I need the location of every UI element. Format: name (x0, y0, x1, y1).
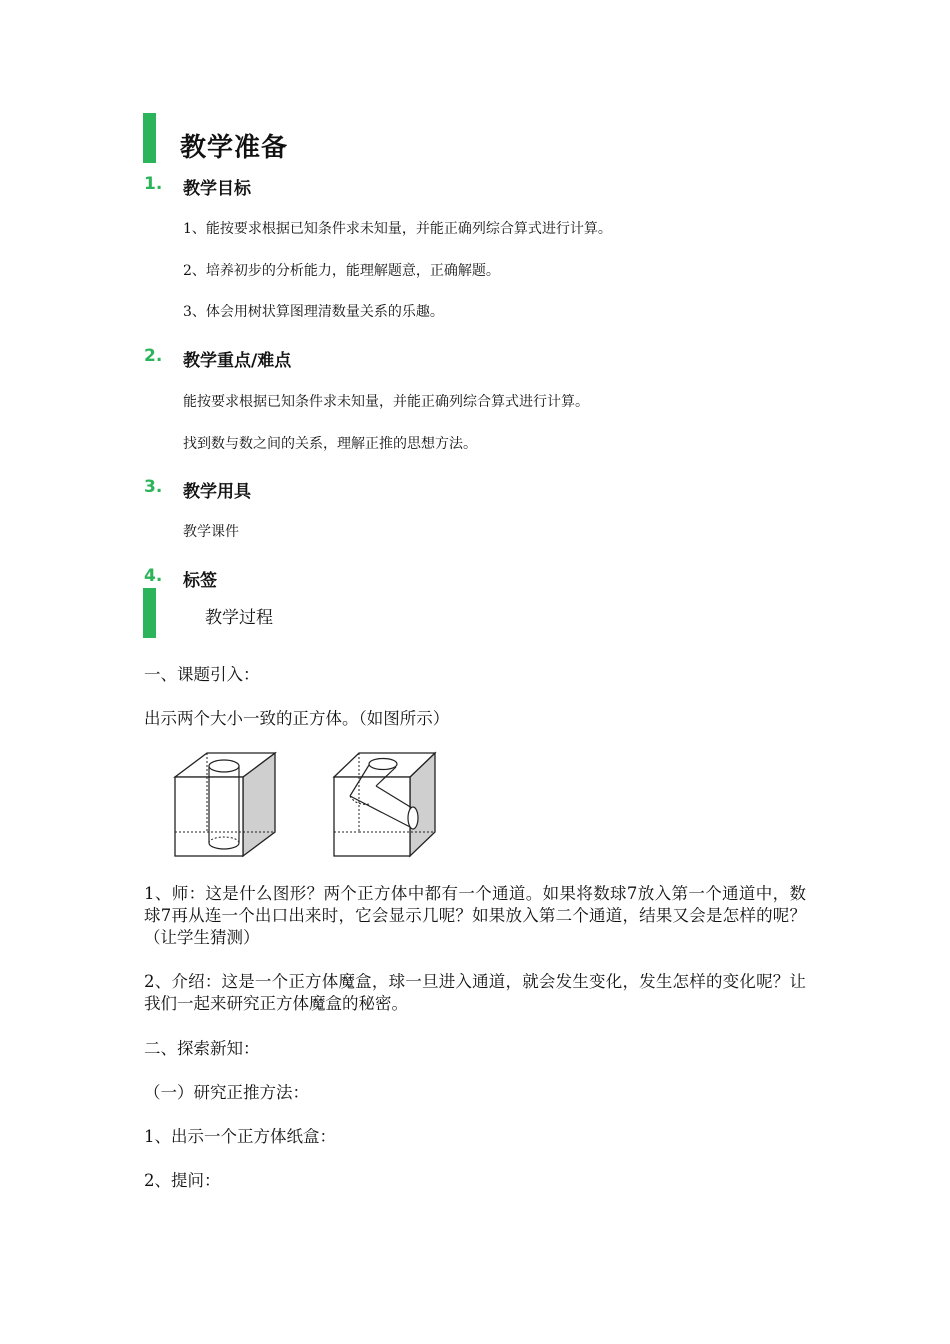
goal-1: 1、能按要求根据已知条件求未知量，并能正确列综合算式进行计算。 (183, 221, 612, 237)
goal-3: 3、体会用树状算图理清数量关系的乐趣。 (183, 304, 444, 320)
item-number-2: 2. (144, 346, 163, 366)
item-title-goals: 教学目标 (183, 179, 251, 199)
item-number-4: 4. (144, 566, 163, 586)
body-teacher-question: 1、师：这是什么图形？两个正方体中都有一个通道。如果将数球7放入第一个通道中，数球7再从连一个出口出来时，它会显示几呢？如果放入第二个通道，结果又会是怎样的呢？（让学生猜测） (144, 884, 806, 947)
body-ask: 2、提问： (144, 1171, 221, 1190)
item-number-3: 3. (144, 477, 163, 497)
cube-bent-channel-figure (326, 748, 441, 860)
key-point-1: 能按要求根据已知条件求未知量，并能正确列综合算式进行计算。 (183, 394, 589, 410)
body-show-box: 1、出示一个正方体纸盒： (144, 1127, 336, 1146)
process-accent-bar (143, 588, 156, 638)
item-title-key-points: 教学重点/难点 (183, 351, 292, 371)
process-title: 教学过程 (205, 608, 273, 628)
tools-text: 教学课件 (183, 524, 239, 540)
section-title: 教学准备 (180, 133, 289, 163)
body-introduction: 2、介绍：这是一个正方体魔盒，球一旦进入通道，就会发生变化，发生怎样的变化呢？让我们一起来研究正方体魔盒的秘密。 (144, 972, 806, 1013)
item-title-tools: 教学用具 (183, 482, 251, 502)
body-forward-method: （一）研究正推方法： (144, 1083, 309, 1102)
section-accent-bar (143, 113, 156, 163)
body-explore-heading: 二、探索新知： (144, 1039, 260, 1058)
item-title-tags: 标签 (183, 571, 217, 591)
goal-2: 2、培养初步的分析能力，能理解题意，正确解题。 (183, 263, 500, 279)
body-intro-heading: 一、课题引入： (144, 665, 260, 684)
cube-vertical-channel-figure (168, 748, 283, 860)
body-show-cubes: 出示两个大小一致的正方体。（如图所示） (144, 709, 450, 728)
key-point-2: 找到数与数之间的关系，理解正推的思想方法。 (183, 436, 477, 452)
item-number-1: 1. (144, 174, 163, 194)
